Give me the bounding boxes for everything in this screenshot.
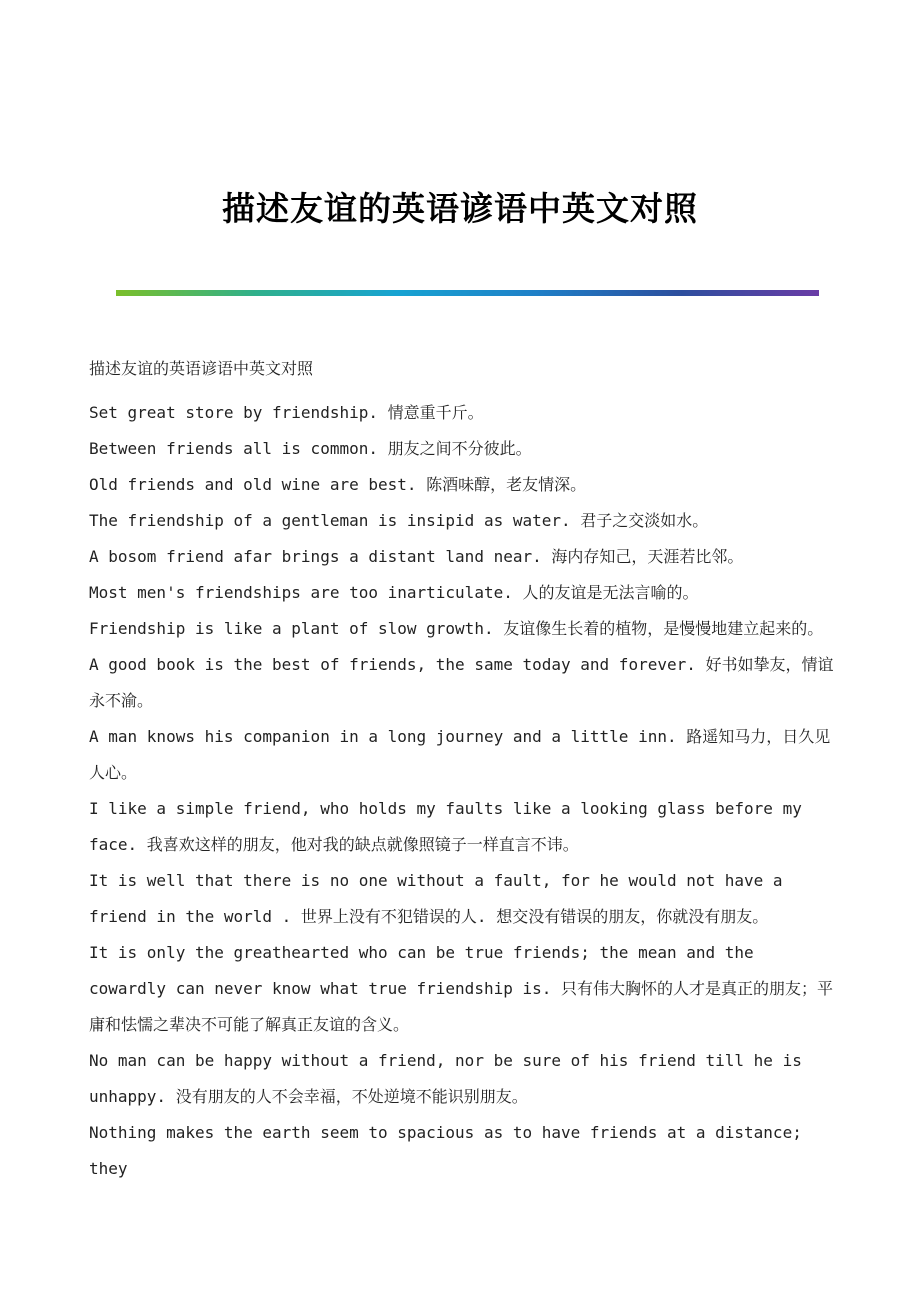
document-title: 描述友谊的英语谚语中英文对照 [222,189,698,228]
document-body [89,351,834,1187]
proverb-entry: Old friends and old wine are best. 陈酒味醇，老友情深。 [89,475,587,494]
proverb-entry: A good book is the best of friends, the same today and forever. 好书如挚友，情谊永不渝。 [89,655,834,710]
proverb-entry: The friendship of a gentleman is insipid as water. 君子之交淡如水。 [89,511,709,530]
proverb-entry: Between friends all is common. 朋友之间不分彼此。 [89,439,532,458]
proverb-entry: Set great store by friendship. 情意重千斤。 [89,403,484,422]
proverb-entry: It is only the greathearted who can be true friends; the mean and the cowardly can never know what true friendship is. 只有伟大胸怀的人才是真正的朋友；平庸和怯懦之辈决不可能了解真正友谊的含义。 [89,943,834,1034]
title-divider [116,290,819,296]
proverb-entry: A bosom friend afar brings a distant land near. 海内存知己，天涯若比邻。 [89,547,744,566]
section-heading: 描述友谊的英语谚语中英文对照 [89,359,314,378]
proverb-entry: No man can be happy without a friend, nor be sure of his friend till he is unhappy. 没有朋友的人不会幸福，不处逆境不能识别朋友。 [89,1051,802,1106]
proverb-entry: A man knows his companion in a long journey and a little inn. 路遥知马力，日久见人心。 [89,727,831,782]
proverb-entry: Most men's friendships are too inarticulate. 人的友谊是无法言喻的。 [89,583,699,602]
proverb-entry: Friendship is like a plant of slow growth. 友谊像生长着的植物，是慢慢地建立起来的。 [89,619,824,638]
proverb-entry: Nothing makes the earth seem to spacious as to have friends at a distance; they [89,1123,802,1178]
proverb-entry: It is well that there is no one without a fault, for he would not have a friend in the world . 世界上没有不犯错误的人. 想交没有错误的朋友，你就没有朋友。 [89,871,783,926]
proverb-entry: I like a simple friend, who holds my faults like a looking glass before my face. 我喜欢这样的朋友，他对我的缺点就像照镜子一样直言不讳。 [89,799,802,854]
